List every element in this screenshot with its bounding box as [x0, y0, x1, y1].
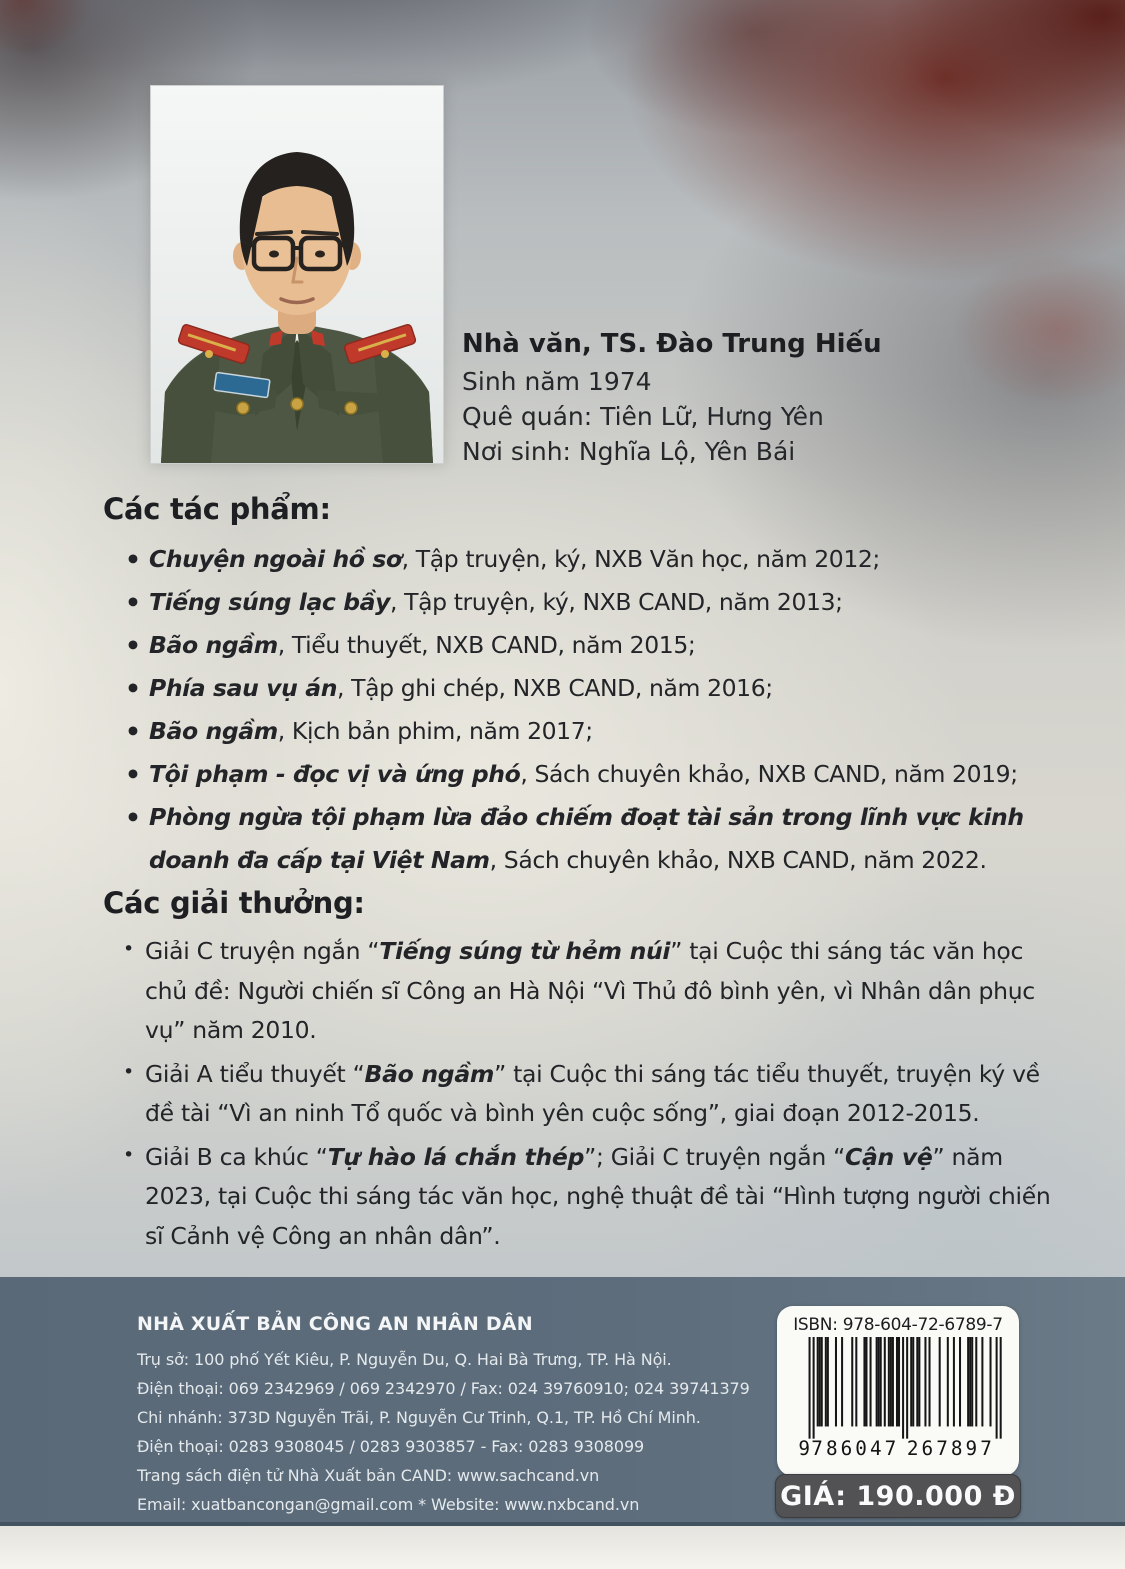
list-item: • Bão ngầm, Kịch bản phim, năm 2017; [103, 710, 1063, 753]
list-item: • Phòng ngừa tội phạm lừa đảo chiếm đoạt tài sản trong lĩnh vực kinh doanh đa cấp tại Việt Nam, Sách chuyên khảo, NXB CAND, năm 2022. [103, 796, 1063, 882]
publisher-info [137, 1313, 767, 1519]
works-section [103, 492, 1063, 882]
isbn-label: ISBN: 978-604-72-6789-7 [793, 1315, 1003, 1335]
ean13-barcode [790, 1337, 1006, 1459]
works-list [103, 538, 1063, 882]
works-heading: Các tác phẩm: [103, 492, 331, 526]
publisher-line: Trụ sở: 100 phố Yết Kiêu, P. Nguyễn Du, Q. Hai Bà Trưng, TP. Hà Nội. [137, 1350, 672, 1369]
author-info [462, 327, 882, 469]
author-birth-year: Sinh năm 1974 [462, 367, 652, 396]
publisher-line: Chi nhánh: 373D Nguyễn Trãi, P. Nguyễn Cư Trinh, Q.1, TP. Hồ Chí Minh. [137, 1408, 701, 1427]
list-item: • Chuyện ngoài hồ sơ, Tập truyện, ký, NXB Văn học, năm 2012; [103, 538, 1063, 581]
list-item: • Giải A tiểu thuyết “Bão ngầm” tại Cuộc thi sáng tác tiểu thuyết, truyện ký về đề tài “Vì an ninh Tổ quốc và bình yên cuộc sống”, giai đoạn 2012-2015. [103, 1055, 1060, 1134]
bottom-page-edge [0, 1526, 1125, 1569]
publisher-line: Điện thoại: 0283 9308045 / 0283 9303857 - Fax: 0283 9308099 [137, 1437, 645, 1456]
list-item: • Giải B ca khúc “Tự hào lá chắn thép”; Giải C truyện ngắn “Cận vệ” năm 2023, tại Cuộc thi sáng tác văn học, nghệ thuật đề tài “Hình tượng người chiến sĩ Cảnh vệ Công an nhân dân”. [103, 1138, 1060, 1257]
author-name: Nhà văn, TS. Đào Trung Hiếu [462, 329, 882, 359]
list-item: • Tiếng súng lạc bầy, Tập truyện, ký, NXB CAND, năm 2013; [103, 581, 1063, 624]
awards-list [103, 932, 1060, 1256]
list-item: • Phía sau vụ án, Tập ghi chép, NXB CAND, năm 2016; [103, 667, 1063, 710]
list-item: • Tội phạm - đọc vị và ứng phó, Sách chuyên khảo, NXB CAND, năm 2019; [103, 753, 1063, 796]
publisher-line: Email: xuatbancongan@gmail.com * Website: www.nxbcand.vn [137, 1495, 640, 1514]
portrait-illustration [151, 86, 443, 463]
author-birthplace: Nơi sinh: Nghĩa Lộ, Yên Bái [462, 437, 796, 466]
list-item: • Giải C truyện ngắn “Tiếng súng từ hẻm núi” tại Cuộc thi sáng tác văn học chủ đề: Người chiến sĩ Công an Hà Nội “Vì Thủ đô bình yên, vì Nhân dân phục vụ” năm 2010. [103, 932, 1060, 1051]
publisher-line: Trang sách điện tử Nhà Xuất bản CAND: www.sachcand.vn [137, 1466, 600, 1485]
publisher-line: Điện thoại: 069 2342969 / 069 2342970 / Fax: 024 39760910; 024 39741379 [137, 1379, 750, 1398]
price-badge: GIÁ: 190.000 Đ [775, 1474, 1021, 1518]
list-item: • Bão ngầm, Tiểu thuyết, NXB CAND, năm 2015; [103, 624, 1063, 667]
author-hometown: Quê quán: Tiên Lữ, Hưng Yên [462, 402, 824, 431]
svg-text:267897: 267897 [906, 1436, 995, 1459]
svg-text:9: 9 [798, 1436, 814, 1459]
author-photo [150, 85, 444, 464]
publisher-lines [137, 1345, 767, 1519]
svg-text:786047: 786047 [811, 1436, 900, 1459]
awards-heading: Các giải thưởng: [103, 886, 365, 920]
isbn-barcode-box [777, 1306, 1019, 1476]
awards-section [103, 886, 1060, 1260]
publisher-name: NHÀ XUẤT BẢN CÔNG AN NHÂN DÂN [137, 1313, 533, 1335]
